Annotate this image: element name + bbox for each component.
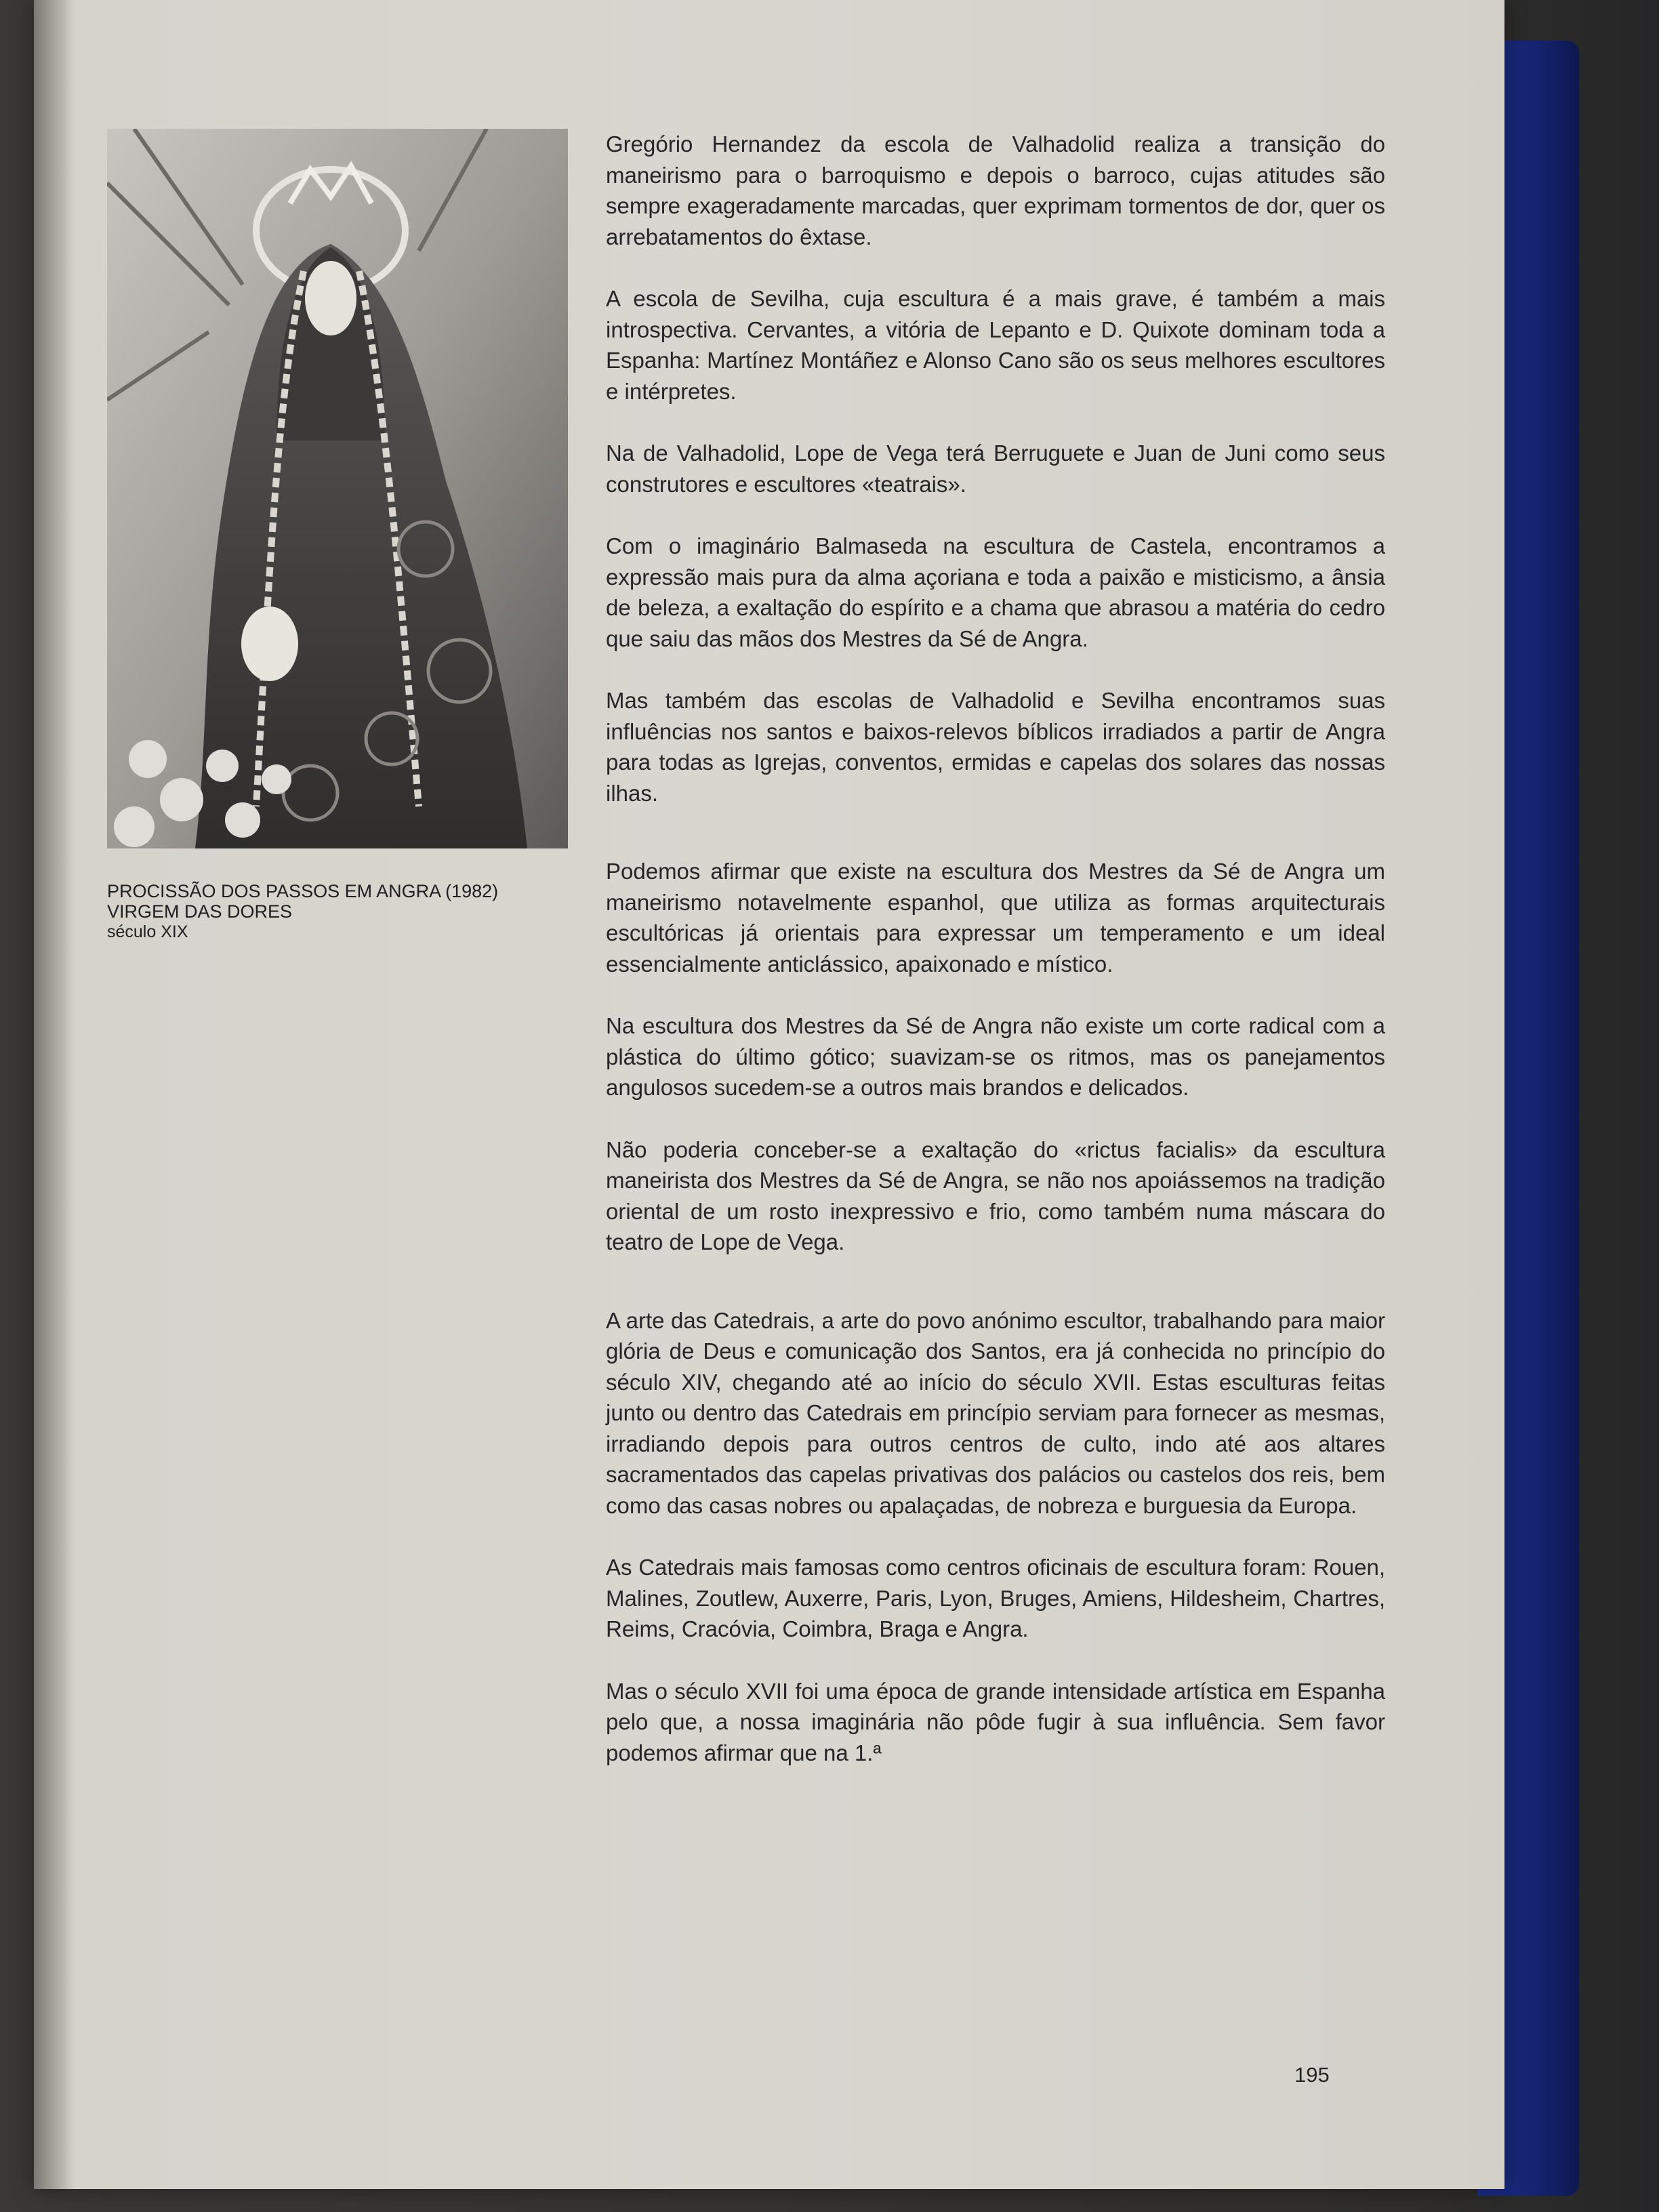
caption-subtitle: VIRGEM DAS DORES — [107, 901, 293, 922]
caption-title: PROCISSÃO DOS PASSOS EM ANGRA (1982) — [107, 881, 499, 901]
paragraph: Podemos afirmar que existe na escultura dos Mestres da Sé de Angra um maneirismo notavelmente espanhol, que utiliza as formas arquitecturais escultóricas já orientais para expressar um temperamento e um ideal essencialmente anticlássico, apaixonado e místico. — [606, 859, 1385, 977]
paragraph: Na de Valhadolid, Lope de Vega terá Berruguete e Juan de Juni como seus construtores e escultores «teatrais». — [606, 441, 1385, 497]
photo-virgem-das-dores — [107, 129, 568, 848]
paragraph: Gregório Hernandez da escola de Valhadolid realiza a transição do maneirismo para o barroquismo e depois o barroco, cujas atitudes são sempre exageradamente marcadas, quer exprimam tormentos de dor, quer os arrebatamentos do êxtase. — [606, 131, 1385, 249]
paragraph: Na escultura dos Mestres da Sé de Angra não existe um corte radical com a plástica do último gótico; suavizam-se os ritmos, mas os panejamentos angulosos sucedem-se a outros mais brandos e delicados. — [606, 1013, 1385, 1100]
gutter-shadow — [34, 0, 75, 2189]
paragraph: A escola de Sevilha, cuja escultura é a mais grave, é também a mais introspectiva. Cervantes, a vitória de Lepanto e D. Quixote dominam toda a Espanha: Martínez Montáñez e Alonso Cano são os seus melhores escultores e intérpretes. — [606, 286, 1385, 404]
page-number: 195 — [1294, 2063, 1330, 2087]
figure-caption — [107, 881, 595, 942]
statue-photo-illustration — [107, 129, 568, 848]
paragraph: Mas também das escolas de Valhadolid e Sevilha encontramos suas influências nos santos e baixos-relevos bíblicos irradiados a partir de Angra para todas as Igrejas, conventos, ermidas e capelas dos solares das nossas ilhas. — [606, 688, 1385, 806]
body-text — [606, 129, 1385, 1799]
paragraph: Não poderia conceber-se a exaltação do «rictus facialis» da escultura maneirista dos Mestres da Sé de Angra, se não nos apoiássemos na tradição oriental de um rosto inexpressivo e frio, como também numa máscara do teatro de Lope de Vega. — [606, 1136, 1385, 1254]
paragraph: As Catedrais mais famosas como centros oficinais de escultura foram: Rouen, Malines, Zoutlew, Auxerre, Paris, Lyon, Bruges, Amiens, Hildesheim, Chartres, Reims, Cracóvia, Coimbra, Braga e Angra. — [606, 1555, 1385, 1641]
caption-date: século XIX — [107, 922, 188, 941]
paragraph: Com o imaginário Balmaseda na escultura de Castela, encontramos a expressão mais pura da alma açoriana e toda a paixão e misticismo, a ânsia de beleza, a exaltação do espírito e a chama que abrasou a matéria do cedro que saiu das mãos dos Mestres da Sé de Angra. — [606, 533, 1385, 651]
paragraph: A arte das Catedrais, a arte do povo anónimo escultor, trabalhando para maior glória de Deus e comunicação dos Santos, era já conhecida no princípio do século XIV, chegando até ao início do século XVII. Estas esculturas feitas junto ou dentro das Catedrais em princípio serviam para fornecer as mesmas, irradiando depois para outros centros de culto, indo até aos altares sacramentados das capelas privativas dos palácios ou castelos dos reis, bem como das casas nobres ou apalaçadas, de nobreza e burguesia da Europa. — [606, 1307, 1385, 1518]
paragraph: Mas o século XVII foi uma época de grande intensidade artística em Espanha pelo que, a nossa imaginária não pôde fugir à sua influência. Sem favor podemos afirmar que na 1.ª — [606, 1678, 1385, 1765]
